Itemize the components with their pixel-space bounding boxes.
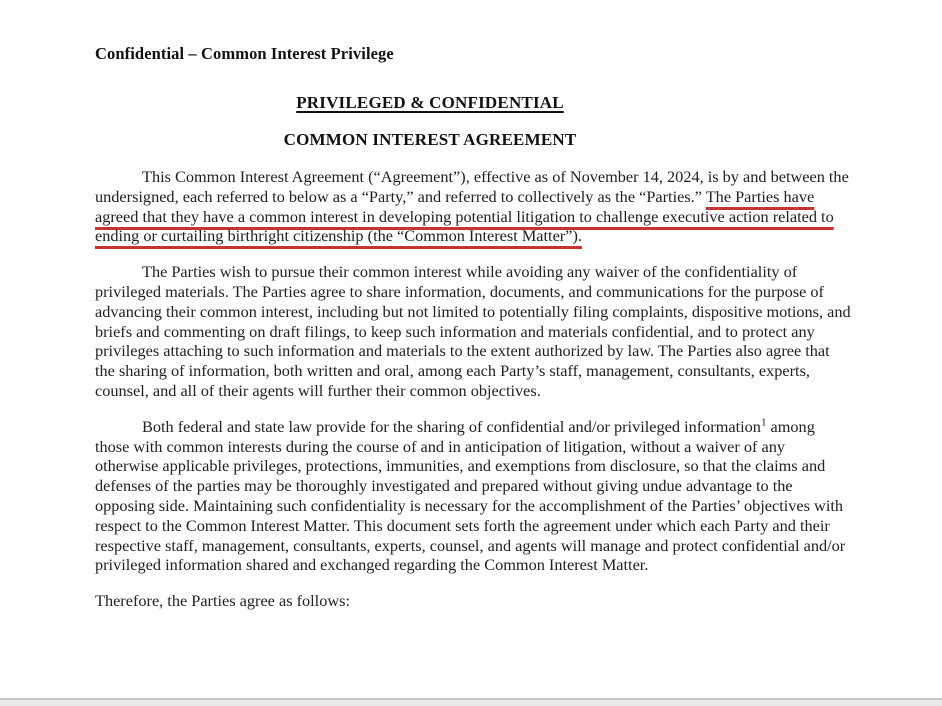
classification-label: Confidential – Common Interest Privilege [95,44,394,63]
paragraph-recitals-text: This Common Interest Agreement (“Agreement”), effective as of November 14, 2024, is by and between the undersigned, each referred to below as a “Party,” and referred to collectively as the “Parties.” [95,167,849,206]
footnote-marker-1: 1 [760,416,767,429]
paragraph-recitals [95,167,852,246]
paragraph-legal-basis [95,417,852,575]
doc-title-common-interest-agreement: COMMON INTEREST AGREEMENT [283,130,577,149]
closing-lead-in-line: Therefore, the Parties agree as follows: [95,591,350,611]
paragraph-legal-basis-text-start: Both federal and state law provide for the sharing of confidential and/or privileged information [142,416,761,436]
paragraph-legal-basis-text-end: among those with common interests during the course of and in anticipation of litigation, without a waiver of any otherwise applicable privileges, protections, immunities, and exemptions from disclosure, so that the claims and defenses of the parties may be thoroughly investigated and prepared without giving undue advantage to the opposing side. Maintaining such confidentiality is necessary for the accomplishment of the Parties’ objectives with respect to the Common Interest Matter. This document sets forth the agreement under which each Party and their respective staff, management, consultants, experts, counsel, and agents will manage and protect confidential and/or privileged information shared and exchanged regarding the Common Interest Matter. [95,416,846,575]
paragraph-purpose: The Parties wish to pursue their common interest while avoiding any waiver of the confidentiality of privileged materials. The Parties agree to share information, documents, and communications for the purpose of advancing their common interest, including but not limited to potentially filing complaints, dispositive motions, and briefs and commenting on draft filings, to keep such information and materials confidential, and to protect any privileges attaching to such information and materials to the extent authorized by law. The Parties also agree that the sharing of information, both written and oral, among each Party’s staff, management, consultants, experts, counsel, and all of their agents will further their common objectives. [95,262,851,400]
document-body [95,167,852,611]
red-underlined-common-interest-sentence: The Parties have agreed that they have a common interest in developing potential litigation to challenge executive action related to ending or curtailing birthright citizenship (the “Common Interest Matter”). [95,186,834,246]
page-bottom-edge [0,698,942,706]
title-block [95,93,765,150]
doc-title-privileged-confidential: PRIVILEGED & CONFIDENTIAL [296,93,564,112]
